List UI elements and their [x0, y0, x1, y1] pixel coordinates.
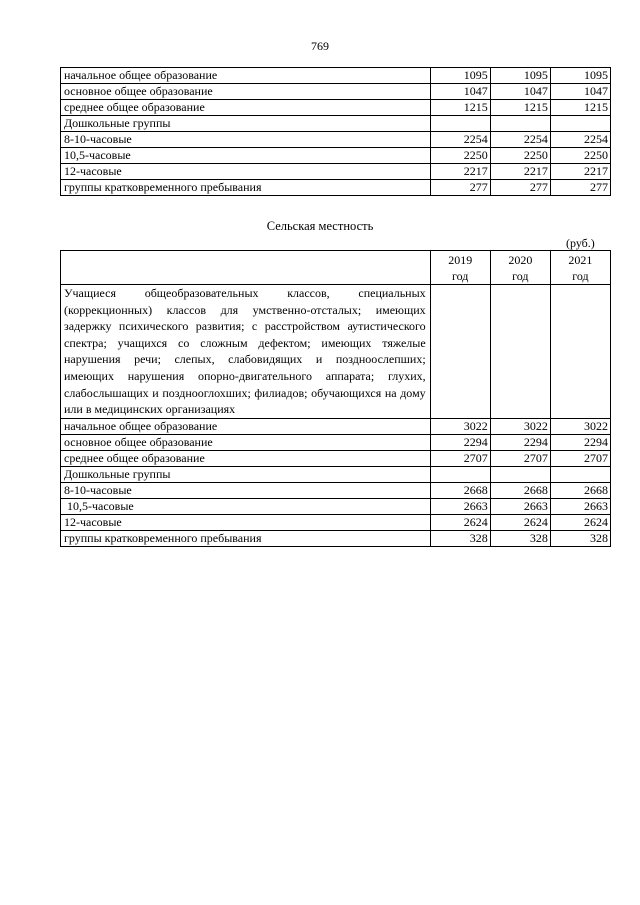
table-row: [61, 84, 611, 100]
cell-2019: 1047: [430, 84, 490, 100]
row-label: Дошкольные группы: [61, 116, 431, 132]
row-label: группы кратковременного пребывания: [61, 530, 431, 546]
row-label: 10,5-часовые: [61, 148, 431, 164]
empty-cell: [550, 285, 610, 419]
cell-2019: 3022: [430, 418, 490, 434]
cell-2019: 2668: [430, 482, 490, 498]
row-label: среднее общее образование: [61, 100, 431, 116]
row-label: среднее общее образование: [61, 450, 431, 466]
row-label: 10,5-часовые: [61, 498, 431, 514]
section-title: Сельская местность: [266, 219, 374, 233]
table-row: [61, 116, 611, 132]
cell-2021: [550, 116, 610, 132]
page-number: 769: [311, 39, 329, 53]
cell-2019: [430, 116, 490, 132]
cell-2020: [490, 116, 550, 132]
row-label: начальное общее образование: [61, 418, 431, 434]
table-row: [61, 164, 611, 180]
rural-table: [60, 250, 611, 547]
table-row: [61, 514, 611, 530]
cell-2019: 1095: [430, 68, 490, 84]
table-row: [61, 100, 611, 116]
empty-cell: [490, 285, 550, 419]
row-label: группы кратковременного пребывания: [61, 180, 431, 196]
cell-2020: 2624: [490, 514, 550, 530]
table-row: [61, 530, 611, 546]
cell-2019: 2624: [430, 514, 490, 530]
cell-2019: 2663: [430, 498, 490, 514]
header-row: [61, 251, 611, 285]
cell-2021: 2250: [550, 148, 610, 164]
cell-2021: 2668: [550, 482, 610, 498]
cell-2020: 1215: [490, 100, 550, 116]
cell-2021: 2663: [550, 498, 610, 514]
cell-2020: 2250: [490, 148, 550, 164]
table-row: [61, 498, 611, 514]
year-header-2021: [550, 251, 610, 285]
table-row: [61, 68, 611, 84]
cell-2019: [430, 466, 490, 482]
cell-2021: 2254: [550, 132, 610, 148]
cell-2019: 2250: [430, 148, 490, 164]
header-empty-cell: [61, 251, 431, 285]
cell-2019: 2294: [430, 434, 490, 450]
cell-2021: 1215: [550, 100, 610, 116]
table-row: [61, 466, 611, 482]
cell-2021: 328: [550, 530, 610, 546]
year-value: 2020: [508, 253, 533, 267]
cell-2020: 2217: [490, 164, 550, 180]
cell-2019: 328: [430, 530, 490, 546]
cell-2020: 2294: [490, 434, 550, 450]
year-suffix: год: [512, 269, 529, 283]
table-row: [61, 418, 611, 434]
year-suffix: год: [572, 269, 589, 283]
cell-2020: 1095: [490, 68, 550, 84]
table-row: [61, 180, 611, 196]
row-label: основное общее образование: [61, 434, 431, 450]
cell-2020: 277: [490, 180, 550, 196]
year-suffix: год: [452, 269, 469, 283]
table-row: [61, 132, 611, 148]
row-label: 8-10-часовые: [61, 482, 431, 498]
year-value: 2019: [448, 253, 473, 267]
cell-2020: 2663: [490, 498, 550, 514]
cell-2020: 1047: [490, 84, 550, 100]
cell-2021: 2294: [550, 434, 610, 450]
cell-2021: 3022: [550, 418, 610, 434]
cell-2019: 2707: [430, 450, 490, 466]
cell-2019: 2217: [430, 164, 490, 180]
cell-2020: 2254: [490, 132, 550, 148]
cell-2020: 2707: [490, 450, 550, 466]
cell-2021: [550, 466, 610, 482]
year-value: 2021: [568, 253, 593, 267]
row-label: Дошкольные группы: [61, 466, 431, 482]
empty-cell: [430, 285, 490, 419]
table-row: [61, 434, 611, 450]
year-header-2020: [490, 251, 550, 285]
cell-2021: 1047: [550, 84, 610, 100]
description-row: [61, 285, 611, 419]
cell-2021: 1095: [550, 68, 610, 84]
cell-2020: 2668: [490, 482, 550, 498]
cell-2019: 1215: [430, 100, 490, 116]
cell-2021: 277: [550, 180, 610, 196]
unit-label: (руб.): [566, 236, 595, 250]
table-row: [61, 450, 611, 466]
top-table: [60, 67, 611, 196]
category-description: Учащиеся общеобразовательных классов, специальных (коррекционных) классов для умственно-отсталых; имеющих задержку психического развития; с расстройством аутистического спектра; учащихся со сложным дефектом; имеющих тяжелые нарушения речи; слепых, слабовидящих и поздноослепших; имеющих нарушения опорно-двигательного аппарата; глухих, слабослышащих и позднооглохших; филиадов; обучающихся на дому или в медицинских организациях: [61, 285, 431, 419]
table-row: [61, 482, 611, 498]
cell-2021: 2217: [550, 164, 610, 180]
cell-2020: [490, 466, 550, 482]
row-label: 12-часовые: [61, 514, 431, 530]
row-label: основное общее образование: [61, 84, 431, 100]
cell-2020: 328: [490, 530, 550, 546]
cell-2021: 2707: [550, 450, 610, 466]
row-label: 8-10-часовые: [61, 132, 431, 148]
cell-2020: 3022: [490, 418, 550, 434]
cell-2019: 277: [430, 180, 490, 196]
row-label: начальное общее образование: [61, 68, 431, 84]
cell-2019: 2254: [430, 132, 490, 148]
cell-2021: 2624: [550, 514, 610, 530]
table-row: [61, 148, 611, 164]
row-label: 12-часовые: [61, 164, 431, 180]
year-header-2019: [430, 251, 490, 285]
